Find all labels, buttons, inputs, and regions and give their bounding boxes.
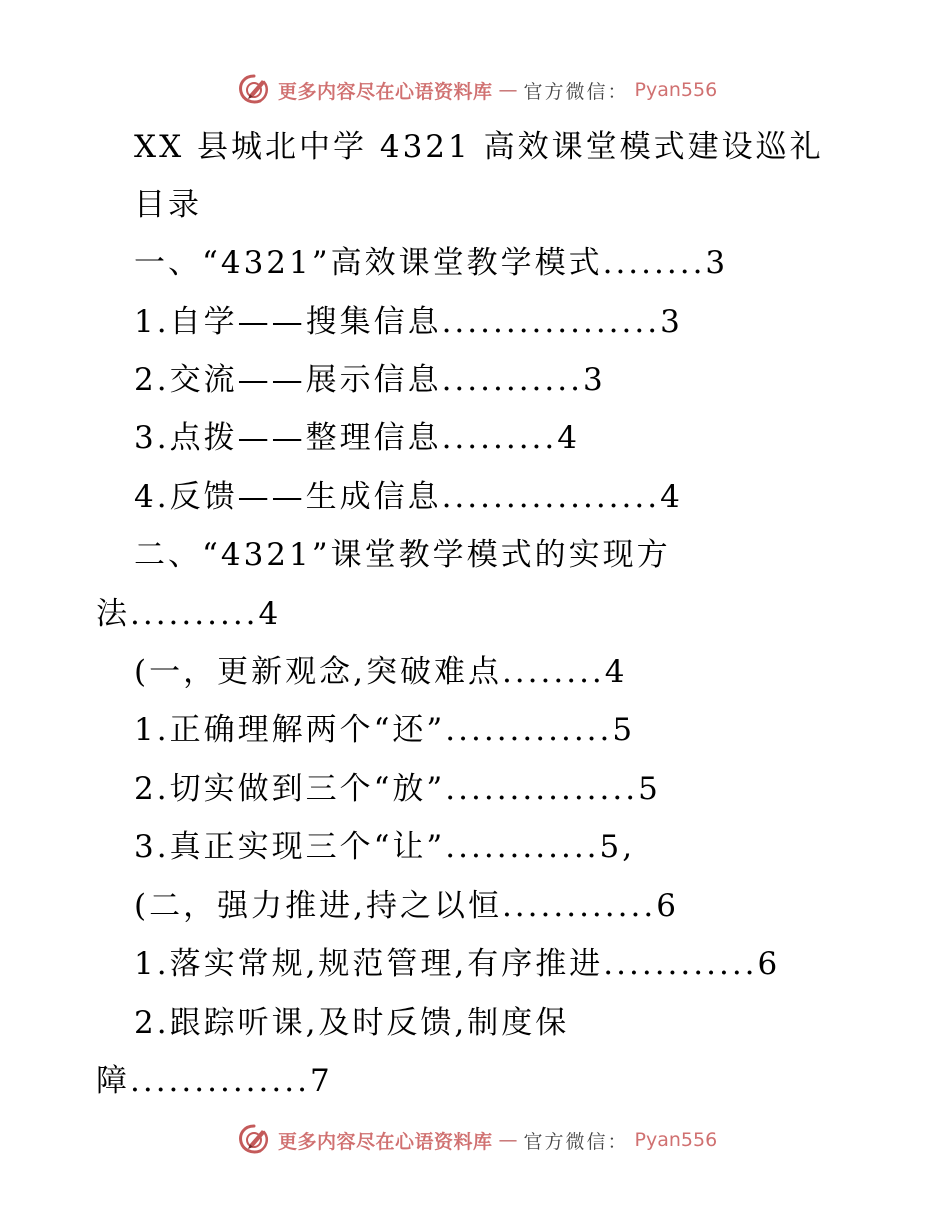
toc-entry: (二，强力推进,持之以恒............6 [134, 888, 679, 924]
toc-entry: 3.真正实现三个“让”............5, [134, 829, 636, 865]
banner-official-label: 官方微信： [523, 1130, 629, 1153]
header-watermark-banner [236, 72, 717, 108]
pen-swirl-logo-icon [236, 72, 272, 108]
toc-entry: 2.交流——展示信息...........3 [134, 362, 606, 398]
banner-wechat-id: Pyan556 [634, 1129, 718, 1151]
toc-entry: 一、“4321”高效课堂教学模式........3 [134, 245, 729, 281]
banner-dash: — [498, 1129, 518, 1151]
toc-entry: 1.正确理解两个“还”.............5 [134, 712, 636, 748]
toc-entry: (一，更新观念,突破难点........4 [134, 654, 628, 690]
banner-wechat-id: Pyan556 [634, 79, 718, 101]
toc-heading: 目录 [134, 187, 202, 223]
toc-entry-continuation: 法..........4 [96, 596, 282, 632]
toc-entry: 3.点拨——整理信息.........4 [134, 420, 580, 456]
toc-entry-continuation: 障..............7 [96, 1063, 333, 1099]
document-title: XX 县城北中学 4321 高效课堂模式建设巡礼 [134, 129, 824, 165]
banner-official-label: 官方微信： [523, 80, 629, 103]
toc-entry: 2.切实做到三个“放”...............5 [134, 771, 661, 807]
banner-dash: — [498, 79, 518, 101]
footer-watermark-banner [236, 1122, 717, 1158]
toc-entry: 1.落实常规,规范管理,有序推进............6 [134, 946, 781, 982]
banner-main-text: 更多内容尽在心语资料库 [278, 1130, 493, 1153]
toc-entry: 二、“4321”课堂教学模式的实现方 [134, 537, 671, 573]
pen-swirl-logo-icon [236, 1122, 272, 1158]
banner-main-text: 更多内容尽在心语资料库 [278, 80, 493, 103]
toc-entry: 1.自学——搜集信息.................3 [134, 304, 683, 340]
toc-entry: 4.反馈——生成信息.................4 [134, 479, 683, 515]
toc-entry: 2.跟踪听课,及时反馈,制度保 [134, 1005, 570, 1041]
